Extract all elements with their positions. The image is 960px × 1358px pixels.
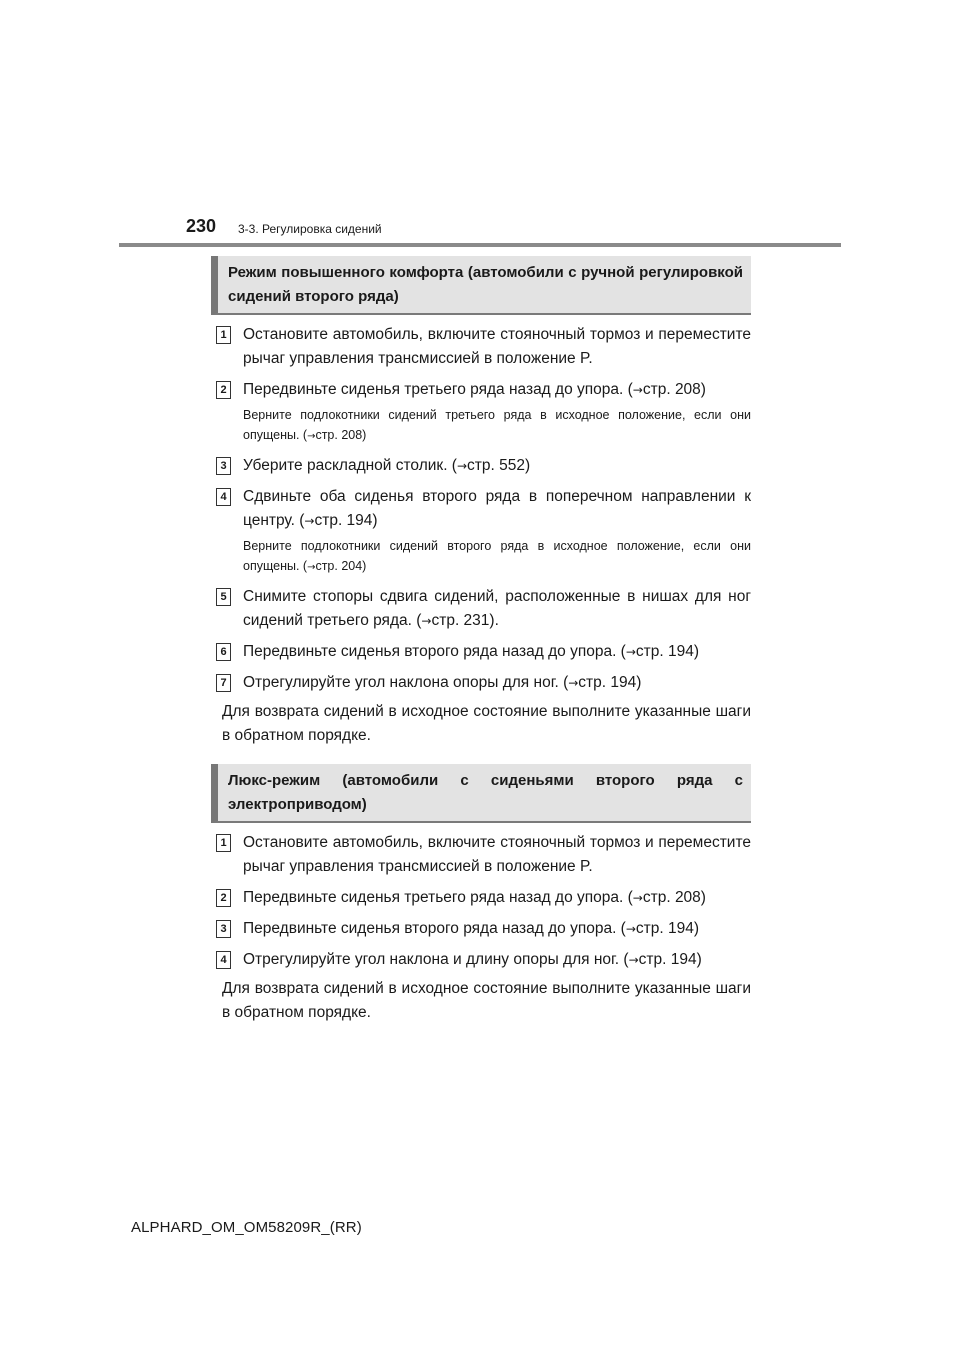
page-reference: стр. 194) — [638, 951, 702, 968]
step-item — [211, 585, 751, 633]
step-item — [211, 485, 751, 578]
arrow-icon: → — [625, 645, 636, 659]
document-code: ALPHARD_OM_OM58209R_(RR) — [131, 1219, 362, 1236]
step-number-badge: 3 — [216, 457, 231, 475]
page-reference: стр. 208) — [642, 889, 706, 906]
section-heading-luxury-mode: Люкс-режим (автомобили с сиденьями второго ряда с электроприводом) — [211, 764, 751, 823]
step-text: Снимите стопоры сдвига сидений, расположенные в нишах для ног сидений третьего ряда. ( — [243, 588, 751, 629]
step-text: Отрегулируйте угол наклона и длину опоры для ног. ( — [243, 951, 629, 968]
note-reference: стр. 204) — [315, 559, 367, 573]
step-number-badge: 3 — [216, 920, 231, 938]
step-number-badge: 5 — [216, 588, 231, 606]
page-reference: стр. 194) — [314, 512, 378, 529]
header-divider — [119, 243, 841, 247]
page-header — [0, 0, 960, 250]
arrow-icon: → — [568, 676, 579, 690]
note-reference: стр. 208) — [315, 428, 367, 442]
arrow-icon: → — [632, 891, 643, 905]
step-number-badge: 2 — [216, 381, 231, 399]
arrow-icon: → — [421, 614, 432, 628]
step-number-badge: 1 — [216, 834, 231, 852]
step-item — [211, 640, 751, 664]
arrow-icon: → — [307, 431, 316, 442]
page-reference: стр. 231). — [431, 612, 499, 629]
section-summary: Для возврата сидений в исходное состояние выполните указанные шаги в обратном порядке. — [222, 980, 751, 1021]
step-number-badge: 2 — [216, 889, 231, 907]
step-number-badge: 4 — [216, 488, 231, 506]
section-title: 3-3. Регулировка сидений — [238, 222, 382, 236]
step-text: Уберите раскладной столик. ( — [243, 457, 457, 474]
step-text: Передвиньте сиденья третьего ряда назад до упора. ( — [243, 889, 633, 906]
step-text: Передвиньте сиденья второго ряда назад до упора. ( — [243, 920, 626, 937]
step-item — [211, 378, 751, 447]
step-number-badge: 6 — [216, 643, 231, 661]
step-text: Сдвиньте оба сиденья второго ряда в поперечном направлении к центру. ( — [243, 488, 751, 529]
page-reference: стр. 194) — [635, 643, 700, 660]
step-item — [211, 917, 751, 941]
step-number-badge: 7 — [216, 674, 231, 692]
step-text: Отрегулируйте угол наклона опоры для ног. ( — [243, 674, 569, 691]
arrow-icon: → — [456, 459, 468, 473]
page-reference: стр. 552) — [467, 457, 531, 474]
section-summary: Для возврата сидений в исходное состояние выполните указанные шаги в обратном порядке. — [222, 703, 751, 744]
arrow-icon: → — [307, 562, 316, 573]
note-text: Верните подлокотники сидений второго ряда в исходное положение, если они опущены. ( — [243, 539, 751, 573]
step-item — [211, 831, 751, 879]
page-content — [211, 256, 751, 1025]
section-heading-comfort-mode: Режим повышенного комфорта (автомобили с ручной регулировкой сидений второго ряда) — [211, 256, 751, 315]
step-item — [211, 948, 751, 972]
step-item — [211, 886, 751, 910]
page-reference: стр. 194) — [635, 920, 700, 937]
steps-list-luxury-mode — [211, 831, 751, 972]
arrow-icon: → — [304, 514, 315, 528]
step-text: Передвиньте сиденья третьего ряда назад до упора. ( — [243, 381, 633, 398]
step-item — [211, 454, 751, 478]
step-text: Остановите автомобиль, включите стояночный тормоз и переместите рычаг управления трансмиссией в положение P. — [243, 834, 751, 875]
step-note — [243, 405, 751, 447]
step-note — [243, 536, 751, 578]
arrow-icon: → — [632, 383, 643, 397]
step-item — [211, 323, 751, 371]
page-reference: стр. 208) — [642, 381, 706, 398]
page-reference: стр. 194) — [578, 674, 642, 691]
page-number: 230 — [186, 216, 217, 236]
arrow-icon: → — [625, 922, 636, 936]
step-text: Остановите автомобиль, включите стояночный тормоз и переместите рычаг управления трансмиссией в положение P. — [243, 326, 751, 367]
step-text: Передвиньте сиденья второго ряда назад до упора. ( — [243, 643, 626, 660]
steps-list-comfort-mode — [211, 323, 751, 695]
note-text: Верните подлокотники сидений третьего ряда в исходное положение, если они опущены. ( — [243, 408, 751, 442]
step-item — [211, 671, 751, 695]
step-number-badge: 4 — [216, 951, 231, 969]
step-number-badge: 1 — [216, 326, 231, 344]
arrow-icon: → — [628, 953, 639, 967]
